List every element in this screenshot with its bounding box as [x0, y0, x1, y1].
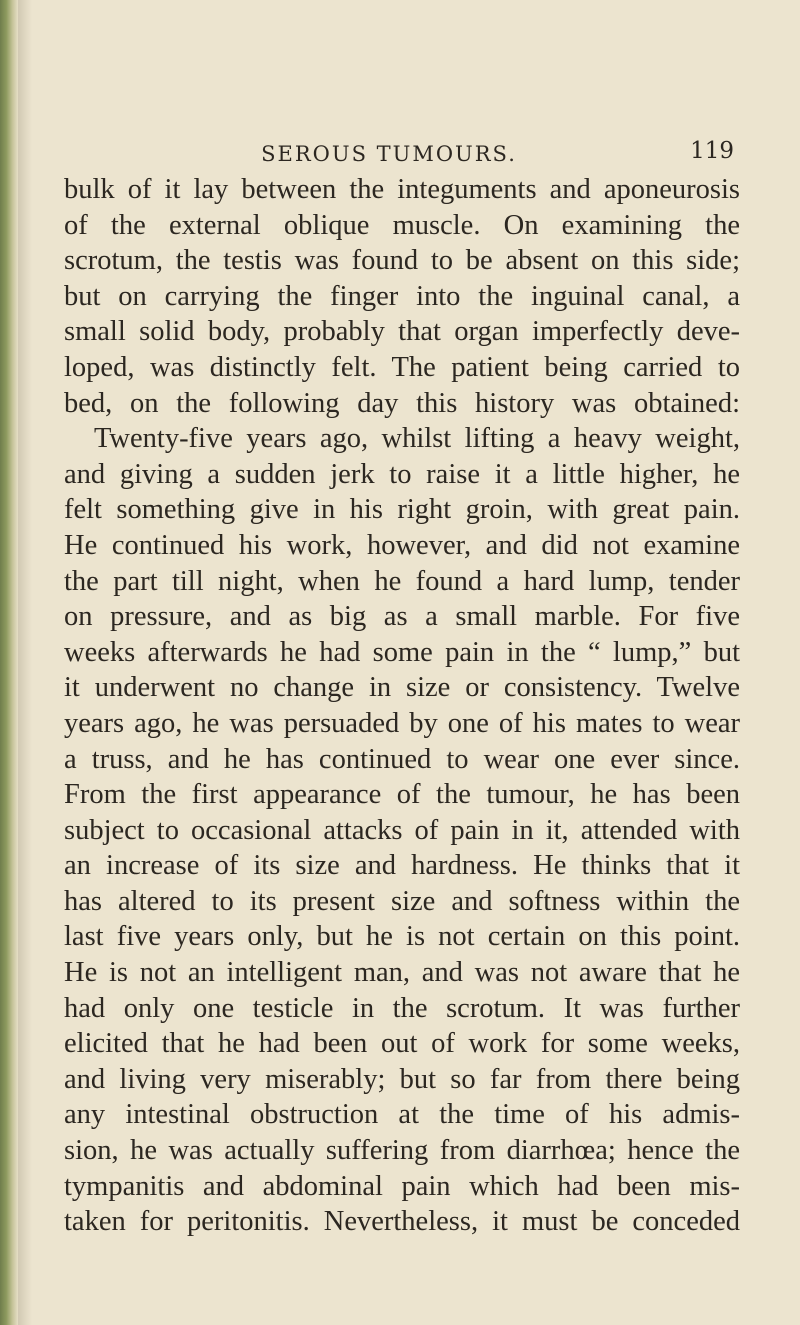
text-line: weeks afterwards he had some pain in the “ lump,” but [64, 636, 740, 668]
text-line: the part till night, when he found a hard lump, tender [64, 565, 740, 597]
text-line: elicited that he had been out of work for some weeks, [64, 1028, 740, 1060]
text-line: any intestinal obstruction at the time of his admis- [64, 1099, 740, 1131]
text-line: Twenty-five years ago, whilst lifting a heavy weight, [94, 423, 740, 455]
text-line: a truss, and he has continued to wear one ever since. [64, 743, 740, 775]
text-line: bulk of it lay between the integuments and aponeurosis [64, 174, 740, 205]
body-text [64, 172, 764, 1240]
text-line: but on carrying the finger into the inguinal canal, a [64, 280, 740, 312]
running-title: SEROUS TUMOURS. [261, 142, 517, 166]
text-line: He continued his work, however, and did not examine [64, 529, 740, 561]
text-line: of the external oblique muscle. On examining the [64, 209, 740, 241]
page-number: 119 [690, 138, 734, 164]
text-line: taken for peritonitis. Nevertheless, it must be conceded [64, 1206, 740, 1238]
text-line: an increase of its size and hardness. He thinks that it [64, 850, 740, 882]
gutter-shadow [18, 0, 32, 1325]
text-line: small solid body, probably that organ imperfectly deve- [64, 316, 740, 348]
text-line: From the first appearance of the tumour, he has been [64, 779, 740, 811]
text-line: subject to occasional attacks of pain in it, attended with [64, 814, 740, 846]
text-line: on pressure, and as big as a small marble. For five [64, 601, 740, 633]
text-line: loped, was distinctly felt. The patient being carried to [64, 351, 740, 383]
text-line: had only one testicle in the scrotum. It was further [64, 992, 740, 1024]
text-line: it underwent no change in size or consistency. Twelve [64, 672, 740, 704]
running-head [64, 132, 764, 166]
text-line: felt something give in his right groin, with great pain. [64, 494, 740, 526]
text-line: scrotum, the testis was found to be absent on this side; [64, 245, 740, 277]
book-page [64, 132, 764, 1240]
text-line: He is not an intelligent man, and was not aware that he [64, 957, 740, 989]
text-line: tympanitis and abdominal pain which had been mis- [64, 1170, 740, 1202]
text-line: sion, he was actually suffering from diarrhœa; hence the [64, 1135, 740, 1167]
text-line: has altered to its present size and softness within the [64, 885, 740, 917]
text-line: years ago, he was persuaded by one of his mates to wear [64, 707, 740, 739]
text-line: last five years only, but he is not certain on this point. [64, 921, 740, 953]
text-line: bed, on the following day this history was obtained: [64, 387, 740, 419]
text-line: and living very miserably; but so far from there being [64, 1063, 740, 1095]
text-line: and giving a sudden jerk to raise it a little higher, he [64, 458, 740, 490]
book-binding-edge [0, 0, 18, 1325]
